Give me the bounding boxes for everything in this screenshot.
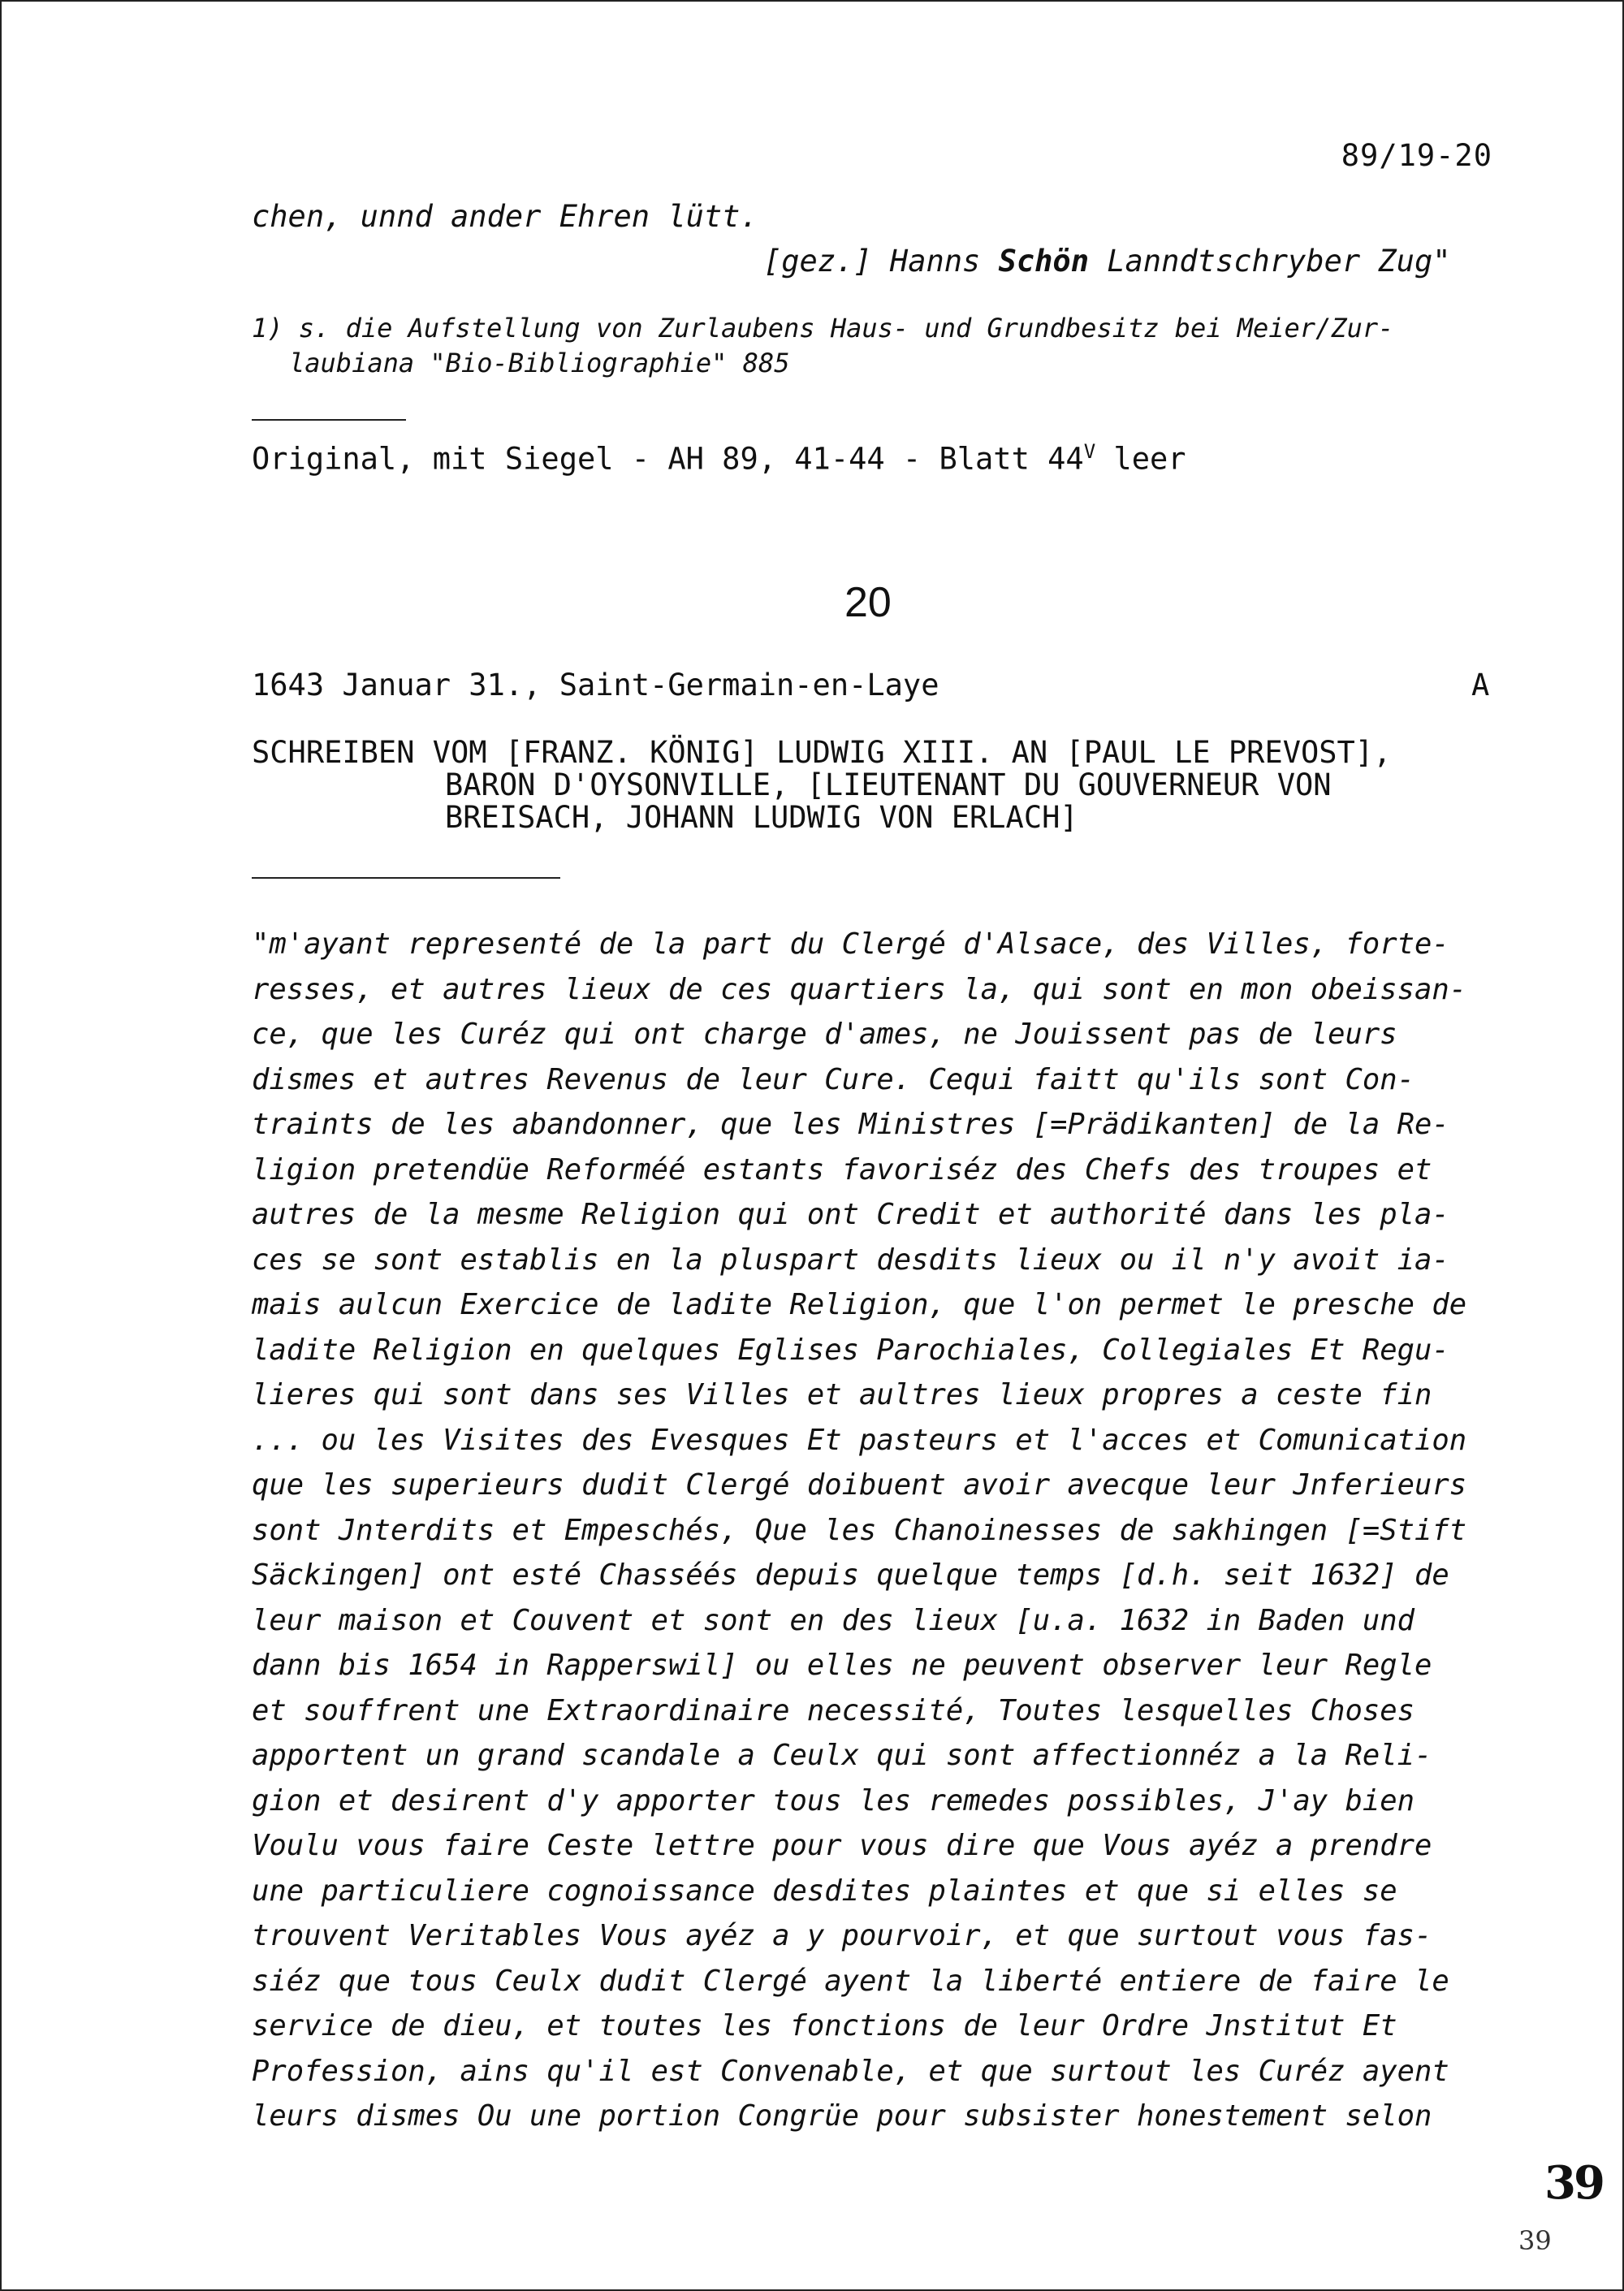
body-line: ce, que les Curéz qui ont charge d'ames, ne Jouissent pas de leurs xyxy=(252,1018,1397,1051)
document-number: 20 xyxy=(844,579,892,626)
body-line: leurs dismes Ou une portion Congrüe pour subsister honestement selon xyxy=(252,2099,1432,2133)
body-line: "m'ayant representé de la part du Clergé d'Alsace, des Villes, forte- xyxy=(252,927,1449,961)
body-line: et souffrent une Extraordinaire necessité, Toutes lesquelles Choses xyxy=(252,1693,1415,1727)
document-date-place: 1643 Januar 31., Saint-Germain-en-Laye xyxy=(252,668,939,702)
page-stamp-number: 39 xyxy=(1544,2156,1603,2210)
body-line: Voulu vous faire Ceste lettre pour vous dire que Vous ayéz a prendre xyxy=(252,1829,1432,1862)
source-note-tail: leer xyxy=(1095,441,1186,477)
copy-marker: A xyxy=(1471,668,1490,702)
body-line: autres de la mesme Religion qui ont Credit et authorité dans les pla- xyxy=(252,1198,1449,1231)
body-line: ces se sont establis en la pluspart desdits lieux ou il n'y avoit ia- xyxy=(252,1243,1449,1277)
body-line: traints de les abandonner, que les Ministres [=Prädikanten] de la Re- xyxy=(252,1108,1449,1141)
footnote-divider xyxy=(252,419,406,421)
source-note-text: Original, mit Siegel - AH 89, 41-44 - Blatt 44 xyxy=(252,441,1084,477)
body-line: ligion pretendüe Reforméé estants favoriséz des Chefs des troupes et xyxy=(252,1152,1432,1187)
body-line: resses, et autres lieux de ces quartiers la, qui sont en mon obeissan- xyxy=(252,972,1467,1006)
title-divider xyxy=(252,877,560,879)
body-line: sont Jnterdits et Empeschés, Que les Chanoinesses de sakhingen [=Stift xyxy=(252,1513,1467,1547)
body-line: siéz que tous Ceulx dudit Clergé ayent la liberté entiere de faire le xyxy=(252,1964,1449,1998)
letter-body xyxy=(252,922,1518,2139)
signature-suffix: Lanndtschryber Zug" xyxy=(1088,244,1451,279)
body-line: ladite Religion en quelques Eglises Parochiales, Collegiales Et Regu- xyxy=(252,1333,1449,1367)
body-line: que les superieurs dudit Clergé doibuent avoir avecque leur Jnferieurs xyxy=(252,1468,1467,1502)
body-line: gion et desirent d'y apporter tous les remedes possibles, J'ay bien xyxy=(252,1783,1415,1818)
previous-doc-signature xyxy=(763,244,1451,279)
body-line: leur maison et Couvent et sont en des lieux [u.a. 1632 in Baden und xyxy=(252,1603,1415,1637)
body-line: Säckingen] ont esté Chasséés depuis quelque temps [d.h. seit 1632] de xyxy=(252,1558,1449,1592)
signature-bold-name: Schön xyxy=(998,244,1089,279)
body-line: service de dieu, et toutes les fonctions de leur Ordre Jnstitut Et xyxy=(252,2009,1397,2042)
body-line: dann bis 1654 in Rapperswil] ou elles ne peuvent observer leur Regle xyxy=(252,1649,1432,1682)
source-note xyxy=(252,440,1186,476)
footnote-line-2: laubiana "Bio-Bibliographie" 885 xyxy=(289,348,790,378)
archive-reference: 89/19-20 xyxy=(1341,138,1492,173)
body-line: trouvent Veritables Vous ayéz a y pourvoir, et que surtout vous fas- xyxy=(252,1919,1432,1952)
body-line: dismes et autres Revenus de leur Cure. Cequi faitt qu'ils sont Con- xyxy=(252,1062,1415,1096)
previous-doc-closing-line: chen, unnd ander Ehren lütt. xyxy=(252,199,758,234)
source-note-superscript: V xyxy=(1083,440,1096,463)
body-line: une particuliere cognoissance desdites plaintes et que si elles se xyxy=(252,1874,1397,1908)
body-line: ... ou les Visites des Evesques Et pasteurs et l'acces et Comunication xyxy=(252,1423,1467,1457)
body-line: mais aulcun Exercice de ladite Religion, que l'on permet le presche de xyxy=(252,1288,1467,1321)
body-line: lieres qui sont dans ses Villes et aultres lieux propres a ceste fin xyxy=(252,1378,1432,1411)
document-title-line-2: BARON D'OYSONVILLE, [LIEUTENANT DU GOUVERNEUR VON xyxy=(445,767,1332,802)
document-title-line-1: SCHREIBEN VOM [FRANZ. KÖNIG] LUDWIG XIII. AN [PAUL LE PREVOST], xyxy=(252,735,1392,770)
body-line: apportent un grand scandale a Ceulx qui sont affectionnéz a la Reli- xyxy=(252,1739,1432,1772)
footnote-line-1: 1) s. die Aufstellung von Zurlaubens Haus- und Grundbesitz bei Meier/Zur- xyxy=(252,313,1394,344)
body-line: Profession, ains qu'il est Convenable, et que surtout les Curéz ayent xyxy=(252,2054,1449,2088)
page-pencil-number: 39 xyxy=(1518,2225,1552,2256)
document-title-line-3: BREISACH, JOHANN LUDWIG VON ERLACH] xyxy=(445,800,1078,835)
signature-prefix: [gez.] Hanns xyxy=(763,244,999,279)
